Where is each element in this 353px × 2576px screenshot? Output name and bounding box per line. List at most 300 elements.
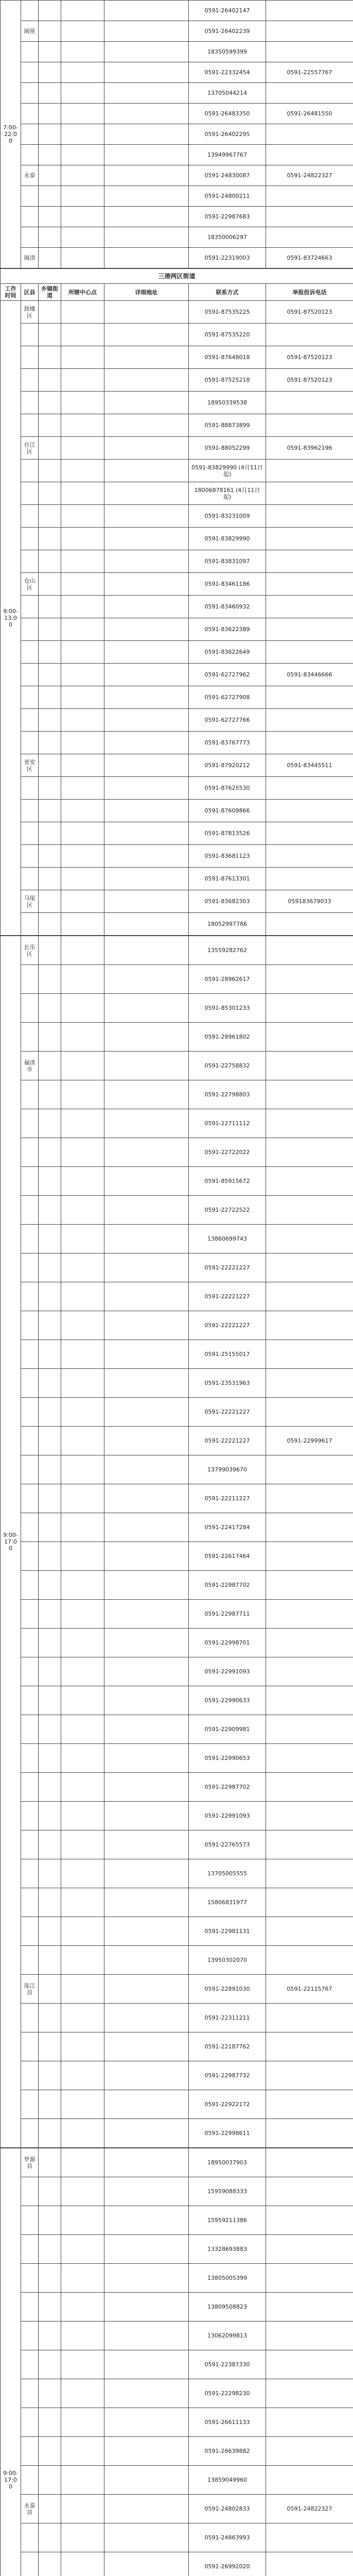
cell-c4: [61, 2552, 104, 2576]
cell-c3: [39, 414, 61, 437]
cell-c2: [21, 1946, 39, 1975]
cell-c4: [61, 822, 104, 845]
cell-c7: [266, 2090, 353, 2119]
cell-c7: [266, 145, 353, 165]
cell-c7: 0591-83446666: [266, 664, 353, 686]
cell-c5: [104, 2293, 189, 2321]
cell-c2: [21, 1282, 39, 1311]
cell-c4: [61, 2119, 104, 2148]
cell-c4: [61, 392, 104, 414]
cell-c7: [266, 2437, 353, 2466]
cell-c2: [21, 1859, 39, 1888]
cell-c4: [61, 1513, 104, 1542]
cell-c4: [61, 42, 104, 62]
cell-c3: [39, 324, 61, 346]
cell-c7: [266, 2061, 353, 2090]
cell-c6: 0591-62727766: [189, 709, 266, 732]
cell-c7: [266, 686, 353, 709]
table-row: [1, 2466, 353, 2495]
cell-c3: [39, 460, 61, 482]
cell-c2: 永泰: [21, 165, 39, 186]
table-row: [1, 1542, 353, 1571]
cell-c5: [104, 1773, 189, 1802]
cell-c7: 0591-83724663: [266, 248, 353, 268]
cell-c2: [21, 1196, 39, 1225]
cell-c3: [39, 1715, 61, 1744]
cell-c7: [266, 596, 353, 618]
cell-c4: [61, 1484, 104, 1513]
cell-c5: [104, 550, 189, 573]
cell-c2: [21, 505, 39, 528]
table-row: [1, 1571, 353, 1600]
cell-c5: [104, 822, 189, 845]
cell-c3: [39, 1282, 61, 1311]
cell-c3: [39, 994, 61, 1023]
cell-c3: [39, 2495, 61, 2523]
cell-c2: 闽侯: [21, 21, 39, 42]
cell-c6: 13328693883: [189, 2235, 266, 2264]
cell-c7: [266, 618, 353, 641]
cell-c5: [104, 2552, 189, 2576]
cell-c4: [61, 868, 104, 890]
cell-c3: [39, 686, 61, 709]
table-row: [1, 42, 353, 62]
cell-c7: [266, 83, 353, 104]
cell-c2: [21, 2552, 39, 2576]
cell-c5: [104, 868, 189, 890]
table-row: [1, 2090, 353, 2119]
cell-c2: [21, 1080, 39, 1109]
cell-c5: [104, 1225, 189, 1253]
table-row: [1, 2177, 353, 2206]
table-row: [1, 2495, 353, 2523]
table-row: [1, 1427, 353, 1455]
cell-c5: [104, 913, 189, 936]
cell-c6: 18006878161 (4月11日起): [189, 482, 266, 505]
cell-c7: [266, 800, 353, 822]
cell-c3: [39, 2148, 61, 2177]
cell-c6: 0591-83831097: [189, 550, 266, 573]
cell-c4: [61, 346, 104, 369]
table-row: [1, 1340, 353, 1369]
cell-c2: [21, 1253, 39, 1282]
cell-c3: [39, 1542, 61, 1571]
cell-c6: 0591-83767773: [189, 732, 266, 754]
cell-c7: [266, 414, 353, 437]
cell-c4: [61, 2177, 104, 2206]
cell-c3: [39, 754, 61, 777]
cell-c4: [61, 1917, 104, 1946]
table-row: [1, 505, 353, 528]
cell-c4: [61, 2061, 104, 2090]
cell-c5: [104, 2148, 189, 2177]
cell-c3: [39, 845, 61, 868]
cell-c2: [21, 369, 39, 392]
cell-c7: [266, 1773, 353, 1802]
cell-c5: [104, 890, 189, 913]
cell-c7: 0591-26481550: [266, 104, 353, 124]
column-header: 举报投诉电话: [266, 284, 353, 301]
cell-c2: [21, 732, 39, 754]
table-row: [1, 709, 353, 732]
table-row: [1, 165, 353, 186]
cell-c2: [21, 62, 39, 83]
cell-c7: [266, 1629, 353, 1657]
cell-c5: [104, 1138, 189, 1167]
cell-c5: [104, 104, 189, 124]
table-row: [1, 754, 353, 777]
cell-c4: [61, 1831, 104, 1859]
cell-c5: [104, 2119, 189, 2148]
table-row: [1, 641, 353, 664]
cell-c2: [21, 392, 39, 414]
cell-c3: [39, 732, 61, 754]
cell-c7: [266, 994, 353, 1023]
cell-c5: [104, 1023, 189, 1052]
cell-c6: 0591-87535220: [189, 324, 266, 346]
cell-c5: [104, 754, 189, 777]
cell-c4: [61, 550, 104, 573]
cell-c5: [104, 2350, 189, 2379]
cell-c4: [61, 324, 104, 346]
cell-c3: [39, 2552, 61, 2576]
cell-c2: 永泰县: [21, 2495, 39, 2523]
cell-c6: 0591-22987711: [189, 1600, 266, 1629]
cell-c3: [39, 913, 61, 936]
table-row: [1, 83, 353, 104]
cell-c7: [266, 528, 353, 550]
cell-c5: [104, 248, 189, 268]
cell-c6: 0591-26483350: [189, 104, 266, 124]
cell-c6: 0591-26402239: [189, 21, 266, 42]
cell-c6: 0591-22981131: [189, 1917, 266, 1946]
cell-c2: [21, 1138, 39, 1167]
cell-c4: [61, 2293, 104, 2321]
cell-c7: [266, 573, 353, 596]
cell-c7: [266, 2350, 353, 2379]
cell-c5: [104, 392, 189, 414]
cell-c7: 0591-87520123: [266, 346, 353, 369]
cell-c2: [21, 2119, 39, 2148]
cell-c2: [21, 1629, 39, 1657]
cell-c2: [21, 618, 39, 641]
cell-c7: [266, 1080, 353, 1109]
cell-c3: [39, 2408, 61, 2437]
cell-c5: [104, 227, 189, 248]
cell-c4: [61, 21, 104, 42]
cell-c3: [39, 2004, 61, 2032]
cell-c2: 台江区: [21, 437, 39, 460]
cell-c4: [61, 754, 104, 777]
table-row: [1, 2148, 353, 2177]
cell-c7: [266, 913, 353, 936]
cell-c6: 0591-22987683: [189, 207, 266, 227]
cell-c3: [39, 1802, 61, 1831]
table-row: [1, 965, 353, 994]
cell-c4: [61, 2408, 104, 2437]
cell-c3: [39, 207, 61, 227]
cell-c6: 13559282762: [189, 936, 266, 965]
cell-c3: [39, 1023, 61, 1052]
cell-c6: 0591-22758832: [189, 1052, 266, 1080]
table-row: [1, 1773, 353, 1802]
cell-c5: [104, 777, 189, 800]
cell-c3: [39, 868, 61, 890]
cell-c6: 13860699743: [189, 1225, 266, 1253]
column-header: 区县: [21, 284, 39, 301]
cell-c5: [104, 346, 189, 369]
section-title: 三港两区街道: [1, 269, 353, 284]
cell-c5: [104, 1109, 189, 1138]
cell-c3: [39, 104, 61, 124]
cell-c4: [61, 890, 104, 913]
cell-c6: 0591-22891030: [189, 1975, 266, 2004]
cell-c4: [61, 2004, 104, 2032]
cell-c6: 0591-22990633: [189, 1686, 266, 1715]
cell-c6: 0591-22617464: [189, 1542, 266, 1571]
cell-c3: [39, 505, 61, 528]
cell-c4: [61, 1253, 104, 1282]
cell-c6: 13799039670: [189, 1455, 266, 1484]
cell-c3: [39, 1571, 61, 1600]
cell-c3: [39, 1455, 61, 1484]
cell-c6: 0591-26639882: [189, 2437, 266, 2466]
table-row: [1, 2235, 353, 2264]
cell-c6: 0591-22922172: [189, 2090, 266, 2119]
cell-c6: 0591-26992020: [189, 2552, 266, 2576]
table-row: [1, 1629, 353, 1657]
cell-c7: [266, 42, 353, 62]
cell-c2: [21, 2408, 39, 2437]
cell-c2: [21, 1513, 39, 1542]
cell-c2: [21, 994, 39, 1023]
cell-c4: [61, 104, 104, 124]
cell-c4: [61, 1600, 104, 1629]
cell-c3: [39, 1225, 61, 1253]
cell-c2: [21, 1340, 39, 1369]
cell-c2: [21, 1888, 39, 1917]
cell-c6: 0591-25155017: [189, 1340, 266, 1369]
cell-c6: 0591-22311211: [189, 2004, 266, 2032]
cell-c2: [21, 1398, 39, 1427]
cell-c7: [266, 965, 353, 994]
cell-c4: [61, 460, 104, 482]
cell-c6: 0591-23531963: [189, 1369, 266, 1398]
cell-c2: 仓山区: [21, 573, 39, 596]
cell-c6: 0591-22187762: [189, 2032, 266, 2061]
cell-c4: [61, 2437, 104, 2466]
table-row: [1, 1802, 353, 1831]
cell-c4: [61, 1340, 104, 1369]
cell-c6: 0591-22221227: [189, 1282, 266, 1311]
cell-c7: [266, 2177, 353, 2206]
cell-c6: 0591-22221227: [189, 1427, 266, 1455]
cell-c5: [104, 1052, 189, 1080]
cell-c3: [39, 392, 61, 414]
cell-c3: [39, 1, 61, 21]
table-row: [1, 227, 353, 248]
cell-c2: [21, 528, 39, 550]
cell-c2: [21, 1686, 39, 1715]
cell-c5: [104, 2523, 189, 2552]
cell-c5: [104, 1657, 189, 1686]
cell-c6: 13809508823: [189, 2293, 266, 2321]
cell-c7: [266, 1715, 353, 1744]
cell-c5: [104, 1196, 189, 1225]
cell-c5: [104, 186, 189, 207]
cell-c2: [21, 2466, 39, 2495]
cell-c2: [21, 460, 39, 482]
cell-c6: 0591-26402295: [189, 124, 266, 145]
cell-c7: [266, 1282, 353, 1311]
cell-c6: 0591-22987702: [189, 1773, 266, 1802]
cell-c3: [39, 2466, 61, 2495]
table-row: [1, 2350, 353, 2379]
cell-c5: [104, 42, 189, 62]
cell-c6: 0591-22221227: [189, 1311, 266, 1340]
cell-c2: [21, 207, 39, 227]
table-row: [1, 1975, 353, 2004]
table-row: [1, 1715, 353, 1744]
table-row: [1, 1, 353, 21]
cell-c7: [266, 1109, 353, 1138]
cell-c2: [21, 641, 39, 664]
cell-c6: 0591-22987732: [189, 2061, 266, 2090]
cell-c4: [61, 2264, 104, 2293]
cell-c3: [39, 482, 61, 505]
cell-c6: 0591-62727962: [189, 664, 266, 686]
cell-c7: [266, 392, 353, 414]
cell-c3: [39, 1917, 61, 1946]
table-row: [1, 1369, 353, 1398]
table-row: [1, 124, 353, 145]
cell-c4: [61, 2032, 104, 2061]
cell-c6: 0591-28961802: [189, 1023, 266, 1052]
cell-c4: [61, 1311, 104, 1340]
cell-c2: [21, 1369, 39, 1398]
cell-c5: [104, 1831, 189, 1859]
table-row: [1, 482, 353, 505]
cell-c5: [104, 2379, 189, 2408]
cell-c2: 长乐区: [21, 936, 39, 965]
table-row: [1, 2321, 353, 2350]
cell-c7: 059183679033: [266, 890, 353, 913]
cell-c3: [39, 965, 61, 994]
cell-c7: [266, 1657, 353, 1686]
cell-c2: [21, 2177, 39, 2206]
cell-c5: [104, 1340, 189, 1369]
cell-c2: [21, 1831, 39, 1859]
cell-c4: [61, 1109, 104, 1138]
cell-c2: [21, 664, 39, 686]
cell-c7: [266, 2321, 353, 2350]
cell-c5: [104, 2466, 189, 2495]
cell-c6: 15959088333: [189, 2177, 266, 2206]
cell-c7: [266, 2293, 353, 2321]
cell-c3: [39, 1513, 61, 1542]
cell-c7: [266, 482, 353, 505]
cell-c2: 晋安区: [21, 754, 39, 777]
cell-c2: [21, 1455, 39, 1484]
cell-c4: [61, 618, 104, 641]
cell-c5: [104, 845, 189, 868]
table-row: [1, 528, 353, 550]
cell-c4: [61, 83, 104, 104]
cell-c4: [61, 641, 104, 664]
cell-c3: [39, 2264, 61, 2293]
cell-c4: [61, 1052, 104, 1080]
cell-c7: [266, 2379, 353, 2408]
table-row: [1, 2379, 353, 2408]
table-row: [1, 1946, 353, 1975]
cell-c3: [39, 301, 61, 324]
cell-c5: [104, 664, 189, 686]
cell-c2: [21, 800, 39, 822]
cell-c4: [61, 505, 104, 528]
cell-c7: [266, 1484, 353, 1513]
table-row: [1, 596, 353, 618]
cell-c6: 0591-22319003: [189, 248, 266, 268]
cell-c2: [21, 124, 39, 145]
cell-c5: [104, 1571, 189, 1600]
cell-c5: [104, 1629, 189, 1657]
cell-c2: [21, 1744, 39, 1773]
table-row: [1, 301, 353, 324]
cell-c3: [39, 822, 61, 845]
cell-c7: [266, 550, 353, 573]
cell-c6: 0591-26611133: [189, 2408, 266, 2437]
cell-c2: [21, 42, 39, 62]
cell-c3: [39, 1340, 61, 1369]
table-row: [1, 890, 353, 913]
cell-c6: 0591-22221227: [189, 1253, 266, 1282]
time-cell: 7:00-22:00: [1, 1, 21, 268]
cell-c3: [39, 2177, 61, 2206]
table-row: [1, 62, 353, 83]
cell-c2: [21, 482, 39, 505]
cell-c3: [39, 21, 61, 42]
cell-c2: [21, 2206, 39, 2235]
cell-c7: 0591-24822327: [266, 165, 353, 186]
cell-c2: [21, 1657, 39, 1686]
cell-c3: [39, 62, 61, 83]
cell-c2: [21, 550, 39, 573]
cell-c5: [104, 1946, 189, 1975]
cell-c5: [104, 369, 189, 392]
cell-c7: [266, 1946, 353, 1975]
cell-c3: [39, 1196, 61, 1225]
cell-c2: [21, 1773, 39, 1802]
cell-c7: [266, 1802, 353, 1831]
cell-c4: [61, 800, 104, 822]
cell-c4: [61, 369, 104, 392]
cell-c5: [104, 1744, 189, 1773]
cell-c6: 0591-85301233: [189, 994, 266, 1023]
cell-c5: [104, 1686, 189, 1715]
cell-c4: [61, 2321, 104, 2350]
cell-c3: [39, 83, 61, 104]
cell-c7: [266, 2206, 353, 2235]
cell-c6: 0591-26402147: [189, 1, 266, 21]
cell-c4: [61, 2148, 104, 2177]
cell-c3: [39, 248, 61, 268]
cell-c5: [104, 1542, 189, 1571]
cell-c2: [21, 965, 39, 994]
cell-c7: [266, 1888, 353, 1917]
table-row: [1, 936, 353, 965]
cell-c4: [61, 1859, 104, 1888]
table-row: [1, 2004, 353, 2032]
